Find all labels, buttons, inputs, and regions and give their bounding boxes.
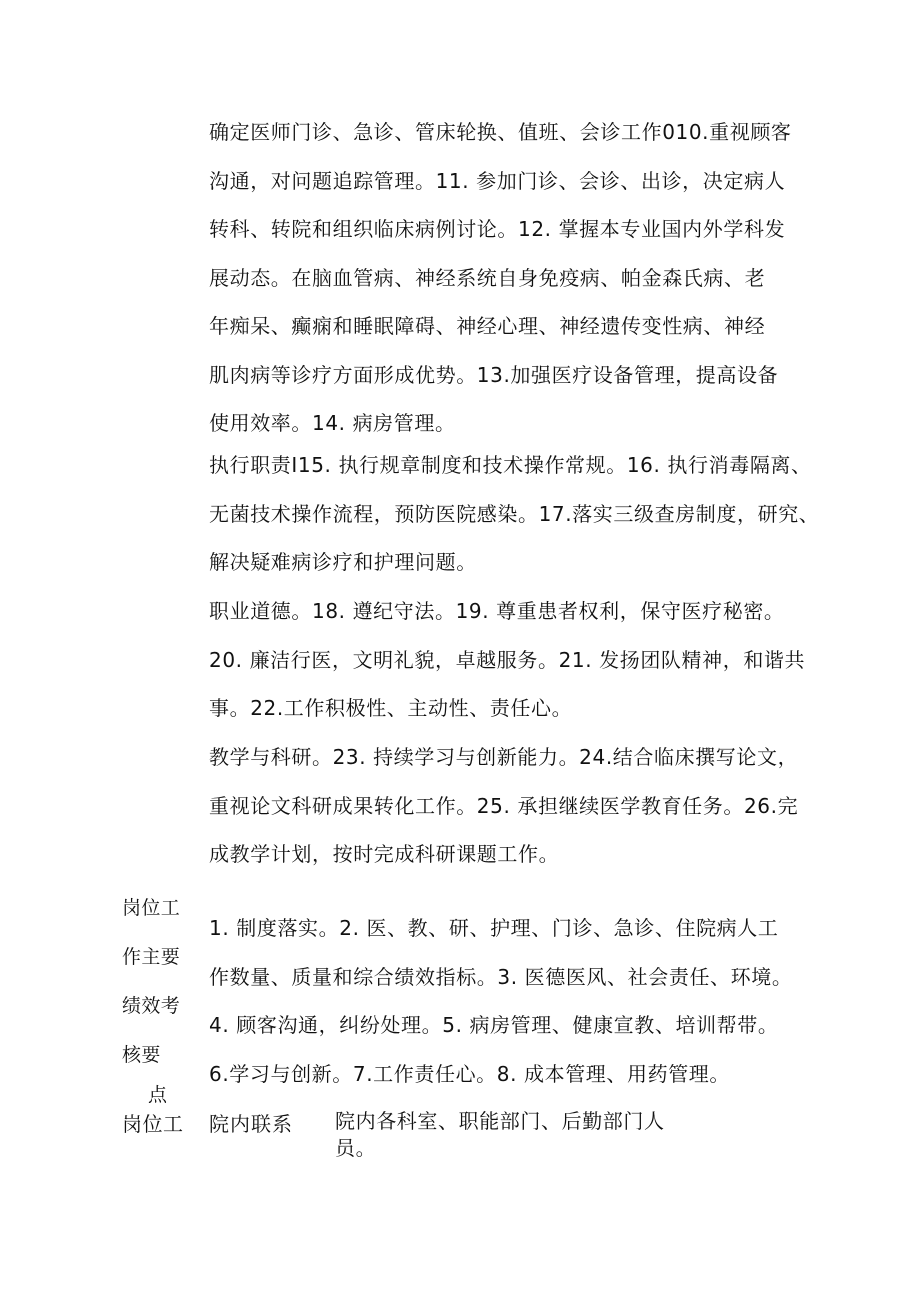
kpi-label-line: 核要 <box>122 1044 161 1066</box>
teaching-paragraph <box>209 733 809 879</box>
kpi-label-line: 作主要 <box>122 946 181 968</box>
contact-section-label: 岗位工 <box>122 1112 184 1136</box>
ethics-paragraph <box>209 587 809 733</box>
responsibilities-line: 转科、转院和组织临床病例讨论。12. 掌握本专业国内外学科发 <box>209 217 786 241</box>
kpi-line: 4. 顾客沟通，纠纷处理。5. 病房管理、健康宣教、培训帮带。 <box>209 1013 779 1037</box>
teaching-line: 教学与科研。23. 持续学习与创新能力。24.结合临床撰写论文， <box>209 745 799 769</box>
duties-line: 执行职责I15. 执行规章制度和技术操作常规。16. 执行消毒隔离、 <box>209 453 812 477</box>
duties-paragraph <box>209 441 820 587</box>
responsibilities-line: 肌肉病等诊疗方面形成优势。13.加强医疗设备管理，提高设备 <box>209 362 779 387</box>
duties-line: 无菌技术操作流程，预防医院感染。17.落实三级查房制度，研究、 <box>209 501 820 526</box>
contact-row <box>122 1098 742 1168</box>
contact-description-line: 员。 <box>335 1136 377 1160</box>
kpi-line: 1. 制度落实。2. 医、教、研、护理、门诊、急诊、住院病人工 <box>209 916 779 940</box>
kpi-section-label <box>122 884 180 1110</box>
kpi-label-line: 绩效考 <box>122 995 181 1017</box>
contact-type: 院内联系 <box>209 1112 293 1136</box>
kpi-paragraph <box>209 904 809 1098</box>
kpi-line: 6.学习与创新。7.工作责任心。8. 成本管理、用药管理。 <box>209 1061 731 1086</box>
duties-line: 解决疑难病诊疗和护理问题。 <box>209 550 477 574</box>
teaching-line: 重视论文科研成果转化工作。25. 承担继续医学教育任务。26.完 <box>209 793 799 818</box>
teaching-line: 成教学计划，按时完成科研课题工作。 <box>209 842 560 866</box>
responsibilities-line: 确定医师门诊、急诊、管床轮换、值班、会诊工作010.重视顾客 <box>209 120 792 144</box>
responsibilities-line: 年痴呆、癫痫和睡眠障碍、神经心理、神经遗传变性病、神经 <box>209 314 766 338</box>
kpi-line: 作数量、质量和综合绩效指标。3. 医德医风、社会责任、环境。 <box>209 964 793 989</box>
responsibilities-paragraph <box>209 108 809 448</box>
responsibilities-line: 沟通，对问题追踪管理。11. 参加门诊、会诊、出诊，决定病人 <box>209 168 786 193</box>
ethics-line: 职业道德。18. 遵纪守法。19. 尊重患者权利，保守医疗秘密。 <box>209 599 785 623</box>
responsibilities-line: 展动态。在脑血管病、神经系统自身免疫病、帕金森氏病、老 <box>209 265 766 290</box>
kpi-label-line: 岗位工 <box>122 897 181 919</box>
responsibilities-line: 使用效率。14. 病房管理。 <box>209 411 456 435</box>
ethics-line: 事。22.工作积极性、主动性、责任心。 <box>209 696 573 720</box>
ethics-line: 20. 廉洁行医，文明礼貌，卓越服务。21. 发扬团队精神，和谐共 <box>209 647 806 672</box>
contact-description <box>335 1108 695 1162</box>
contact-description-line: 院内各科室、职能部门、后勤部门人 <box>335 1109 665 1133</box>
kpi-label-line: 点 <box>148 1084 168 1106</box>
